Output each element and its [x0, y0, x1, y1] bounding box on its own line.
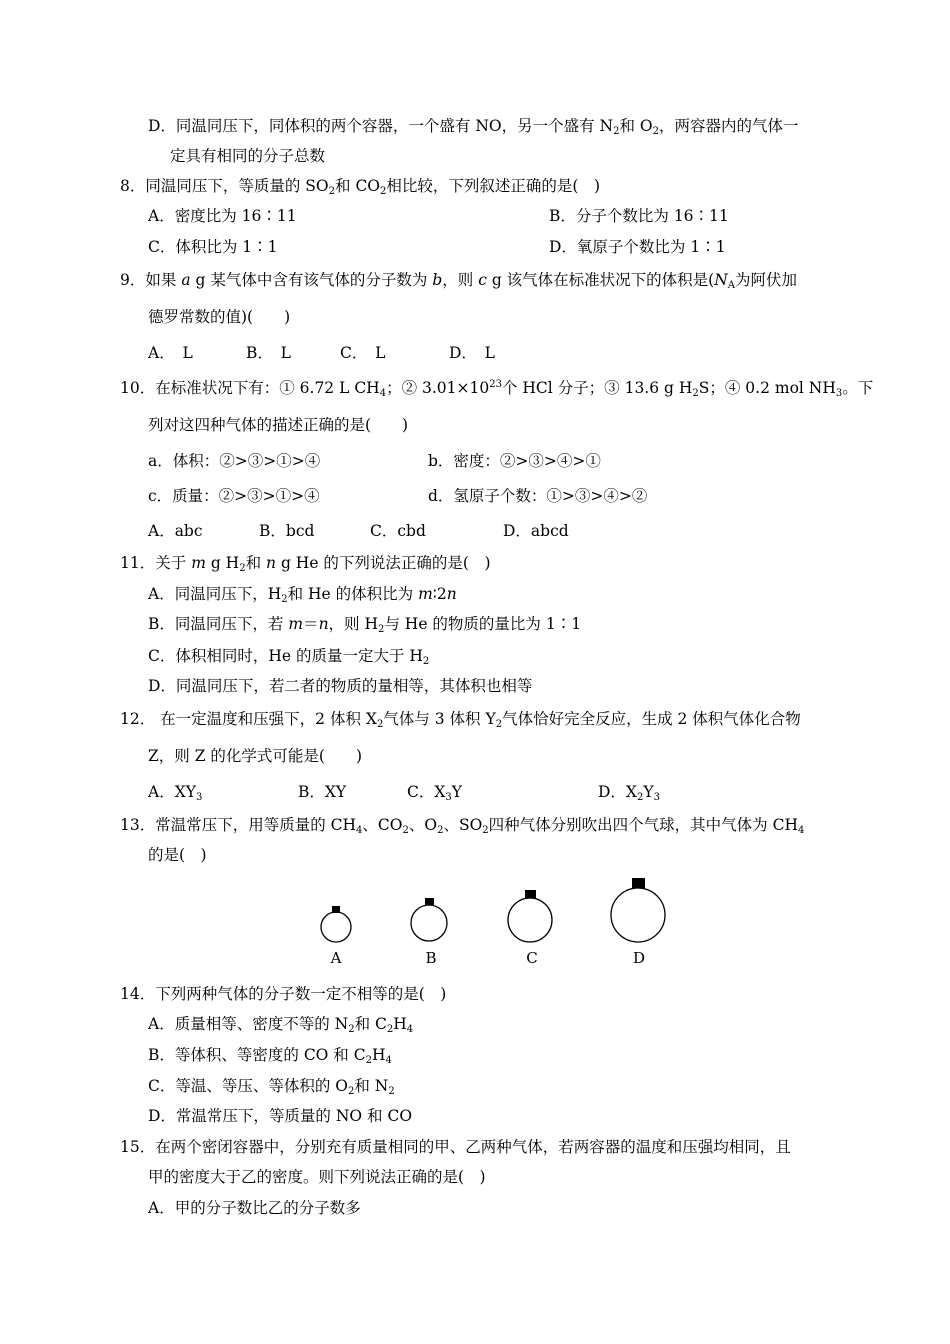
- q10-option-b: B．bcd: [259, 522, 315, 540]
- q11-option-a: A．同温同压下，$H_2$和 He 的体积比为 m∶2n: [148, 585, 457, 605]
- q12-option-c: C．$X_3Y$: [407, 783, 463, 803]
- q10-stem-line1: 10．在标准状况下有：① 6.72 L $CH_4$；② $3.01\times 10^{23}$个 HCl 分子；③ 13.6 g $H_2S$；④ 0.2 mol $NH_3$。下: [120, 379, 874, 399]
- q10-statement-a: a．体积：②>③>①>④: [148, 452, 321, 470]
- q12-option-a: A．$XY_3$: [148, 783, 203, 803]
- q9-option-c: C． L: [340, 344, 386, 362]
- q10-stem-line2: 列对这四种气体的描述正确的是( ): [148, 416, 409, 434]
- q7-option-d-line1: D．同温同压下，同体积的两个容器，一个盛有 NO，另一个盛有 $N_2$和 $O_2$，两容器内的气体一: [148, 117, 799, 137]
- q8-option-d: D．氧原子个数比为 1∶1: [549, 238, 726, 256]
- q11-option-d: D．同温同压下，若二者的物质的量相等，其体积也相等: [148, 677, 533, 695]
- balloon-a: [321, 906, 351, 967]
- q9-option-a: A． L: [148, 344, 193, 362]
- q15-stem-line1: 15．在两个密闭容器中，分别充有质量相同的甲、乙两种气体，若两容器的温度和压强均相同，且: [120, 1138, 791, 1156]
- balloon-b: [411, 898, 447, 967]
- balloon-d: [611, 878, 665, 967]
- q14-option-c: C．等温、等压、等体积的 $O_2$和 $N_2$: [148, 1077, 395, 1097]
- q15-option-a: A．甲的分子数比乙的分子数多: [148, 1199, 361, 1217]
- q10-statement-b: b．密度：②>③>④>①: [428, 452, 601, 470]
- balloon-d-label: D: [632, 949, 646, 967]
- q10-statement-d: d．氢原子个数：①>③>④>②: [428, 487, 648, 505]
- q14-option-d: D．常温常压下，等质量的 NO 和 CO: [148, 1107, 413, 1125]
- q8-option-b: B．分子个数比为 16∶11: [549, 207, 729, 225]
- q11-option-b: B．同温同压下，若 m＝n，则 $H_2$与 He 的物质的量比为 1∶1: [148, 615, 582, 635]
- q12-option-d: D．$X_2Y_3$: [598, 783, 660, 803]
- balloon-b-label: B: [425, 949, 437, 967]
- balloon-c-label: C: [526, 949, 538, 967]
- balloon-c: [508, 890, 552, 967]
- q13-stem-line2: 的是( ): [148, 846, 207, 864]
- q12-stem-line2: Z，则 Z 的化学式可能是( ): [148, 747, 362, 765]
- q10-option-a: A．abc: [148, 522, 203, 540]
- q12-option-b: B．XY: [298, 783, 347, 801]
- q13-stem-line1: 13．常温常压下，用等质量的 $CH_4$、$CO_2$、$O_2$、$SO_2$四种气体分别吹出四个气球，其中气体为 $CH_4$: [120, 816, 805, 836]
- q14-stem: 14．下列两种气体的分子数一定不相等的是( ): [120, 985, 447, 1003]
- q15-stem-line2: 甲的密度大于乙的密度。则下列说法正确的是( ): [148, 1168, 486, 1186]
- balloon-a-label: A: [330, 949, 342, 967]
- q9-option-b: B． L: [246, 344, 291, 362]
- q11-stem: 11．关于 m g $H_2$和 n g He 的下列说法正确的是( ): [120, 554, 491, 574]
- q12-stem-line1: 12． 在一定温度和压强下，2 体积 $X_2$气体与 3 体积 $Y_2$气体恰好完全反应，生成 2 体积气体化合物: [120, 710, 801, 730]
- q8-option-a: A．密度比为 16∶11: [148, 207, 297, 225]
- q14-option-a: A．质量相等、密度不等的 $N_2$和 $C_2H_4$: [148, 1015, 414, 1035]
- q14-option-b: B．等体积、等密度的 CO 和 $C_2H_4$: [148, 1046, 392, 1066]
- q13-balloons-figure: [300, 870, 700, 975]
- q9-option-d: D． L: [449, 344, 495, 362]
- q10-statement-c: c．质量：②>③>①>④: [148, 487, 320, 505]
- q9-stem-line2: 德罗常数的值)( ): [148, 308, 291, 326]
- q7-option-d-line2: 定具有相同的分子总数: [170, 147, 326, 165]
- q10-option-c: C．cbd: [370, 522, 426, 540]
- q9-stem-line1: 9．如果 a g 某气体中含有该气体的分子数为 b，则 c g 该气体在标准状况下的体积是($N_A$为阿伏加: [120, 271, 798, 291]
- q11-option-c: C．体积相同时，He 的质量一定大于 $H_2$: [148, 647, 430, 667]
- q8-stem: 8．同温同压下，等质量的 $SO_2$和 $CO_2$相比较，下列叙述正确的是( ): [120, 177, 600, 197]
- q10-option-d: D．abcd: [503, 522, 569, 540]
- q8-option-c: C．体积比为 1∶1: [148, 238, 278, 256]
